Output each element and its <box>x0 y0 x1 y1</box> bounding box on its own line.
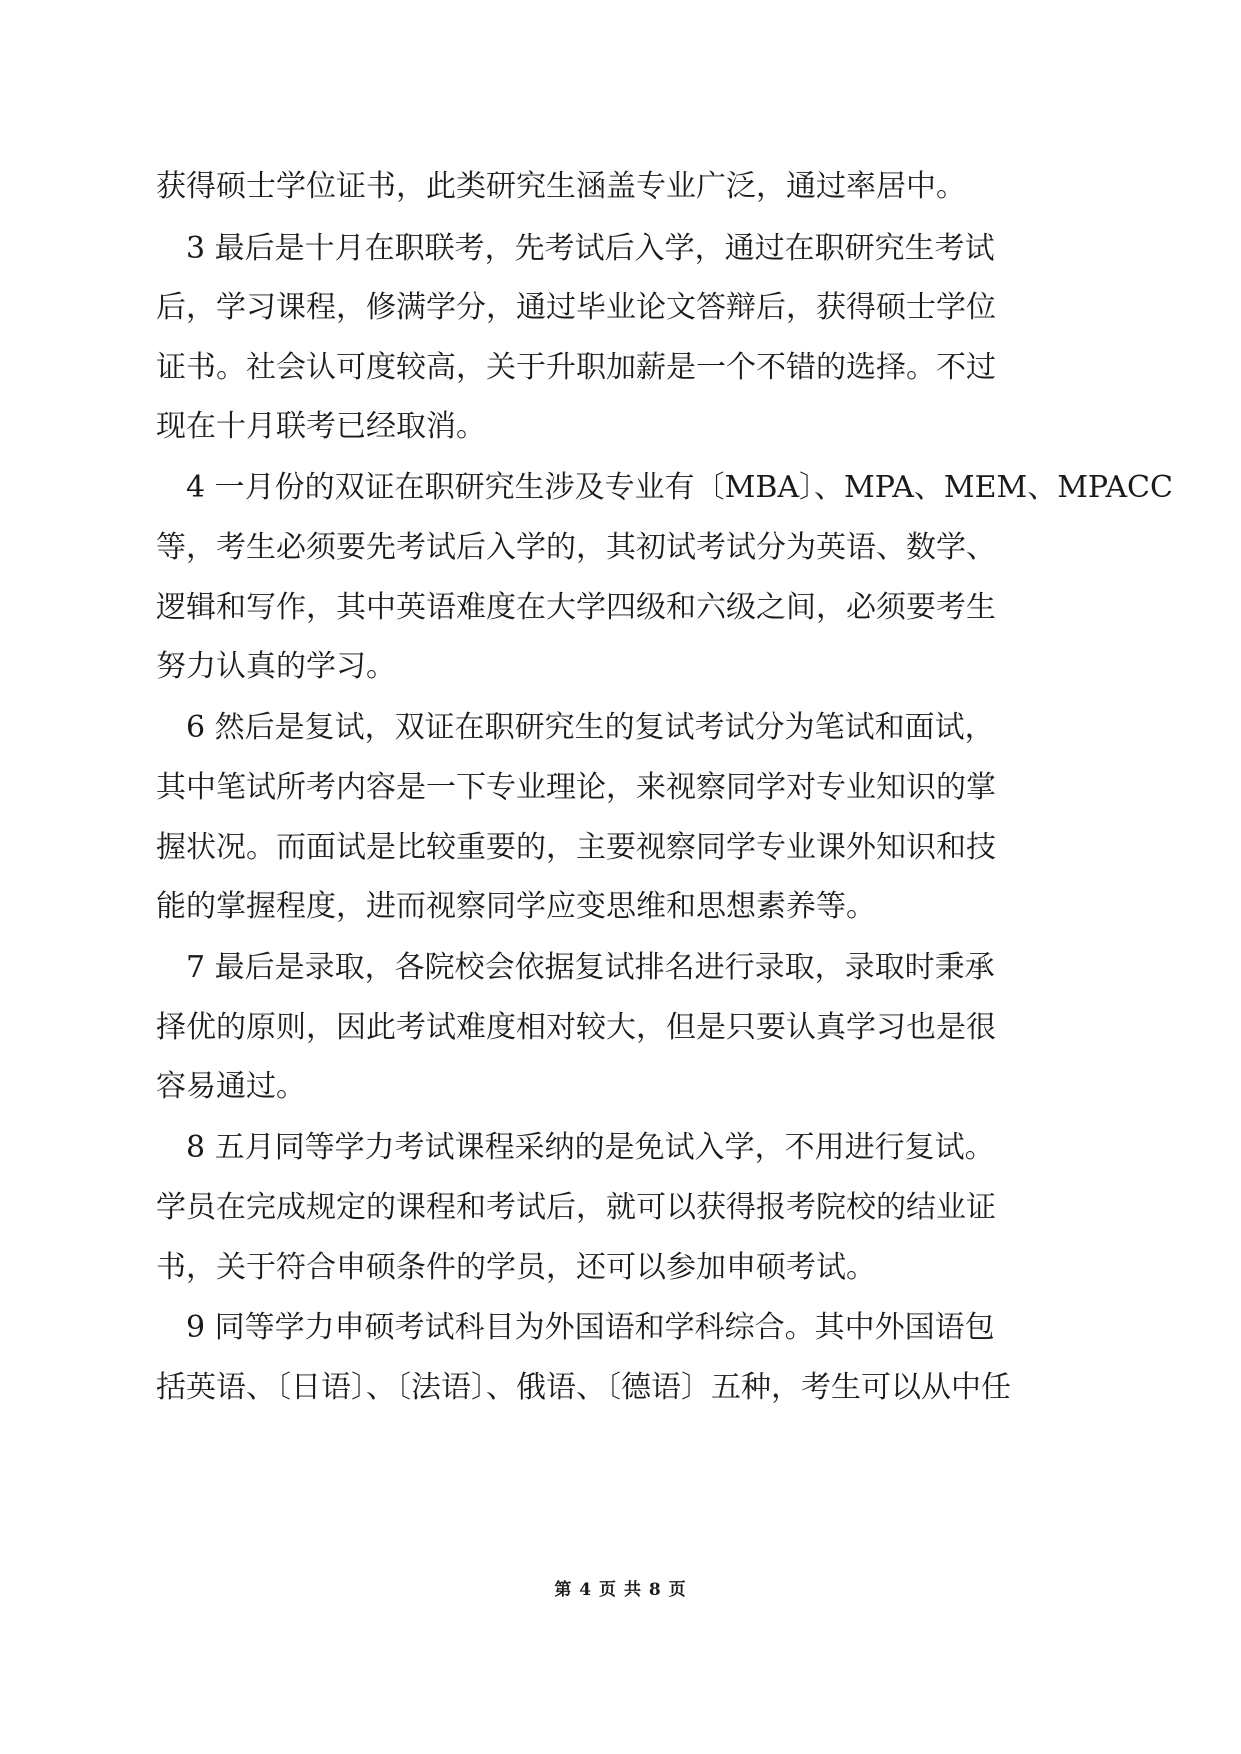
text-line <box>0 348 1241 388</box>
text-line-content: 后，学习课程，修满学分，通过毕业论文答辩后，获得硕士学位 <box>156 290 996 325</box>
text-line <box>0 288 1241 328</box>
text-line <box>0 1308 1241 1348</box>
text-line-content: 4 一月份的双证在职研究生涉及专业有〔MBA〕、MPA、MEM、MPACC <box>186 470 1173 505</box>
text-line-content: 其中笔试所考内容是一下专业理论，来视察同学对专业知识的掌 <box>156 770 996 805</box>
text-line-content: 获得硕士学位证书，此类研究生涵盖专业广泛，通过率居中。 <box>156 169 966 204</box>
text-line <box>0 1188 1241 1228</box>
text-line <box>0 1008 1241 1048</box>
text-line-content: 学员在完成规定的课程和考试后，就可以获得报考院校的结业证 <box>156 1190 996 1225</box>
text-line <box>0 708 1241 748</box>
text-line <box>0 468 1241 508</box>
text-line-content: 括英语、〔日语〕、〔法语〕、俄语、〔德语〕五种，考生可以从中任 <box>156 1370 1011 1405</box>
text-line-content: 握状况。而面试是比较重要的，主要视察同学专业课外知识和技 <box>156 830 996 865</box>
text-line <box>0 1248 1241 1288</box>
page-footer: 第 4 页 共 8 页 <box>554 1580 687 1600</box>
text-line <box>0 229 1241 269</box>
text-line <box>0 407 1241 447</box>
text-line-content: 等，考生必须要先考试后入学的，其初试考试分为英语、数学、 <box>156 530 996 565</box>
text-line-content: 9 同等学力申硕考试科目为外国语和学科综合。其中外国语包 <box>186 1310 995 1345</box>
text-line <box>0 1368 1241 1408</box>
text-line <box>0 1128 1241 1168</box>
text-line-content: 现在十月联考已经取消。 <box>156 409 486 444</box>
text-line-content: 8 五月同等学力考试课程采纳的是免试入学，不用进行复试。 <box>186 1130 995 1165</box>
text-line-content: 容易通过。 <box>156 1069 306 1104</box>
text-line <box>0 528 1241 568</box>
text-line <box>0 647 1241 687</box>
text-line <box>0 828 1241 868</box>
text-line-content: 6 然后是复试，双证在职研究生的复试考试分为笔试和面试， <box>186 710 995 745</box>
text-line <box>0 167 1241 207</box>
text-line <box>0 1067 1241 1107</box>
text-line-content: 择优的原则，因此考试难度相对较大，但是只要认真学习也是很 <box>156 1010 996 1045</box>
text-line <box>0 588 1241 628</box>
text-line <box>0 887 1241 927</box>
text-line-content: 7 最后是录取，各院校会依据复试排名进行录取，录取时秉承 <box>186 950 995 985</box>
text-line-content: 书，关于符合申硕条件的学员，还可以参加申硕考试。 <box>156 1250 876 1285</box>
text-line-content: 能的掌握程度，进而视察同学应变思维和思想素养等。 <box>156 889 876 924</box>
text-line-content: 证书。社会认可度较高，关于升职加薪是一个不错的选择。不过 <box>156 350 996 385</box>
text-line-content: 逻辑和写作，其中英语难度在大学四级和六级之间，必须要考生 <box>156 590 996 625</box>
text-line <box>0 768 1241 808</box>
text-line-content: 3 最后是十月在职联考，先考试后入学，通过在职研究生考试 <box>186 231 995 266</box>
text-line <box>0 948 1241 988</box>
text-line-content: 努力认真的学习。 <box>156 649 396 684</box>
